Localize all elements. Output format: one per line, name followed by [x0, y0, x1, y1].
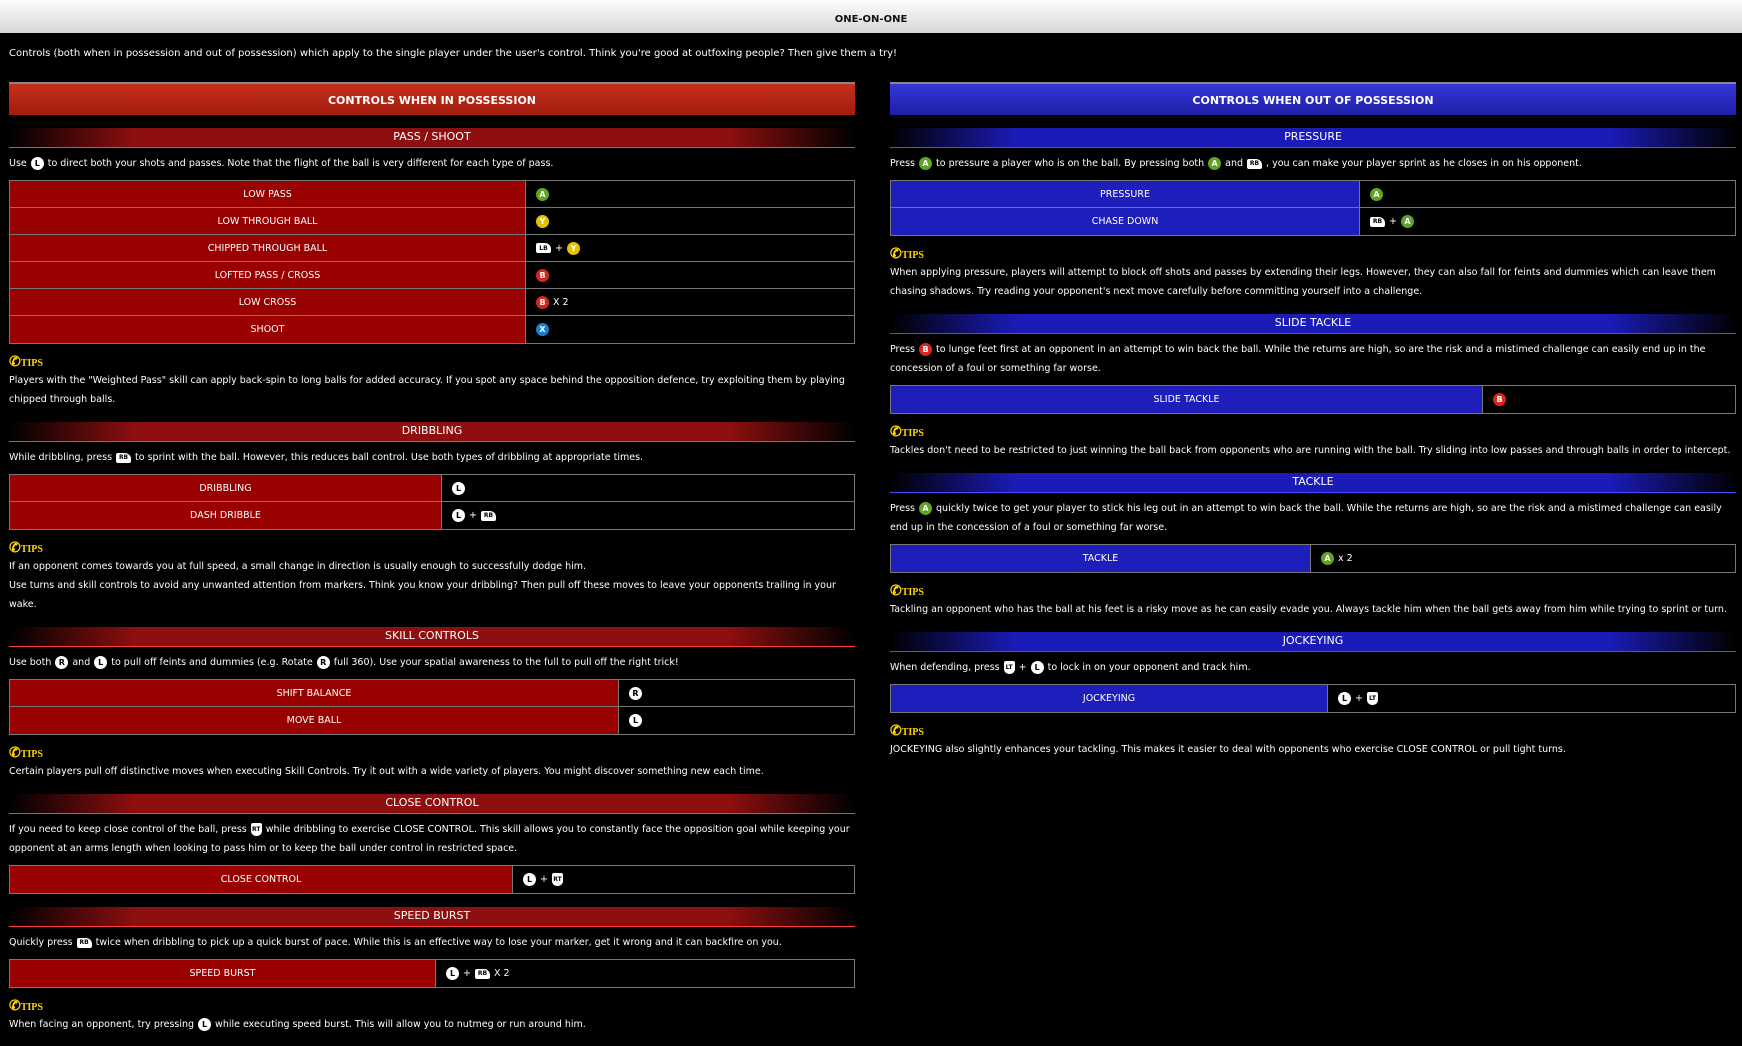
x-button-icon: X: [536, 323, 549, 336]
a-button-icon: A: [1370, 188, 1383, 201]
a-button-icon: A: [919, 157, 932, 170]
desc-text: While dribbling, press: [9, 452, 113, 463]
tips-text: Tackling an opponent who has the ball at his feet is a risky move as he can easily evade you. Always tackle him when the ball gets away from him while trying to sprint or turn.: [890, 604, 1727, 615]
section-tackle-header: TACKLE: [890, 473, 1736, 493]
y-button-icon: Y: [567, 242, 580, 255]
plus-sign: +: [555, 242, 563, 254]
tips-label: [9, 998, 855, 1015]
tips-text-part: while executing speed burst. This will allow you to nutmeg or run around him.: [215, 1019, 586, 1030]
skill-controls-desc: [9, 653, 855, 672]
section-close-control-header: CLOSE CONTROL: [9, 794, 855, 814]
rb-button-icon: RB: [481, 511, 496, 521]
tips-label: [9, 354, 855, 371]
tips-text: JOCKEYING also slightly enhances your tackling. This makes it easier to deal with opponents who exercise CLOSE CONTROL or pull tight turns.: [890, 744, 1566, 755]
plus-sign: +: [469, 510, 477, 521]
control-name: JOCKEYING: [891, 685, 1327, 712]
desc-text: Use: [9, 158, 27, 169]
a-button-icon: A: [1208, 157, 1221, 170]
section-slide-tackle-header: SLIDE TACKLE: [890, 314, 1736, 334]
repeat-count: X 2: [553, 296, 569, 308]
control-buttons: [525, 289, 854, 315]
table-row: [891, 545, 1735, 572]
b-button-icon: B: [919, 343, 932, 356]
tips-icon: ✆: [890, 425, 902, 440]
jockeying-desc: [890, 658, 1736, 677]
rt-trigger-icon: RT: [251, 823, 262, 836]
dribbling-desc: [9, 448, 855, 467]
tips-label-text: TIPS: [901, 250, 924, 261]
control-buttons: [1327, 685, 1735, 712]
control-buttons: [435, 960, 854, 987]
control-name: SHOOT: [10, 316, 525, 343]
slide-tackle-table: [890, 385, 1736, 414]
right-stick-icon: R: [55, 656, 68, 669]
control-buttons: [1482, 386, 1735, 413]
control-buttons: [525, 235, 854, 261]
control-name: MOVE BALL: [10, 707, 618, 734]
intro-text: Controls (both when in possession and out of possession) which apply to the single player under the user's control. Think you're good at outfoxing people? Then give them a try!: [9, 48, 898, 59]
control-buttons: [525, 316, 854, 343]
tips-icon: ✆: [890, 584, 902, 599]
control-buttons: [618, 680, 854, 706]
left-stick-icon: L: [198, 1018, 211, 1031]
a-button-icon: A: [1321, 552, 1334, 565]
table-row: [10, 235, 854, 262]
desc-text: twice when dribbling to pick up a quick burst of pace. While this is an effective way to lose your marker, get it wrong and it can backfire on you.: [95, 937, 782, 948]
table-row: [891, 181, 1735, 208]
control-name: DASH DRIBBLE: [10, 502, 441, 529]
page-title: ONE-ON-ONE: [834, 14, 908, 25]
tips-icon: ✆: [9, 746, 21, 761]
rb-button-icon: RB: [116, 453, 131, 463]
a-button-icon: A: [919, 502, 932, 515]
control-name: LOW PASS: [10, 181, 525, 207]
tips-text: Certain players pull off distinctive moves when executing Skill Controls. Try it out with a wide variety of players. You might discover something new each time.: [9, 766, 764, 777]
desc-text: Use both: [9, 657, 52, 668]
control-buttons: [1359, 208, 1735, 235]
desc-text: Press: [890, 344, 916, 355]
desc-text: and: [1225, 158, 1244, 169]
control-buttons: [618, 707, 854, 734]
desc-text: Press: [890, 158, 916, 169]
tips-label: [9, 540, 855, 557]
lb-button-icon: LB: [536, 243, 551, 253]
tips-label: [9, 745, 855, 762]
table-row: [891, 208, 1735, 235]
control-name: CHIPPED THROUGH BALL: [10, 235, 525, 261]
control-name: SHIFT BALANCE: [10, 680, 618, 706]
control-name: TACKLE: [891, 545, 1310, 572]
table-row: [10, 866, 854, 893]
left-stick-icon: L: [629, 714, 642, 727]
plus-sign: +: [1018, 662, 1027, 673]
lt-trigger-icon: LT: [1004, 661, 1015, 674]
right-stick-icon: R: [629, 687, 642, 700]
slide-tackle-desc: [890, 340, 1736, 378]
table-row: [10, 680, 854, 707]
out-of-possession-header: CONTROLS WHEN OUT OF POSSESSION: [890, 82, 1736, 115]
tackle-table: [890, 544, 1736, 573]
desc-text: to sprint with the ball. However, this reduces ball control. Use both types of dribbling at appropriate times.: [135, 452, 644, 463]
control-buttons: [1310, 545, 1735, 572]
tips-text: When applying pressure, players will attempt to block off shots and passes by extending their legs. However, they can also fall for feints and dummies which can leave them chasing shadows. Try reading your opponent's next move carefully before committing yourself into a challenge.: [890, 267, 1716, 297]
tips-label-text: TIPS: [901, 587, 924, 598]
desc-text: to pressure a player who is on the ball. By pressing both: [936, 158, 1205, 169]
table-row: [10, 707, 854, 734]
left-stick-icon: L: [452, 482, 465, 495]
pass-shoot-table: [9, 180, 855, 344]
table-row: [10, 960, 854, 987]
right-stick-icon: R: [317, 656, 330, 669]
tips-text: If an opponent comes towards you at full speed, a small change in direction is usually enough to successfully dodge him.: [9, 561, 587, 572]
b-button-icon: B: [536, 269, 549, 282]
control-buttons: [525, 181, 854, 207]
desc-text: Quickly press: [9, 937, 73, 948]
a-button-icon: A: [536, 188, 549, 201]
lt-trigger-icon: LT: [1367, 692, 1378, 705]
tackle-desc: [890, 499, 1736, 537]
table-row: [891, 386, 1735, 413]
plus-sign: +: [1389, 216, 1397, 227]
dribbling-table: [9, 474, 855, 530]
section-dribbling-header: DRIBBLING: [9, 422, 855, 442]
control-buttons: [525, 262, 854, 288]
tips-icon: ✆: [9, 999, 21, 1014]
section-pass-shoot-header: PASS / SHOOT: [9, 128, 855, 148]
pressure-table: [890, 180, 1736, 236]
tips-icon: ✆: [9, 541, 21, 556]
tips-label-text: TIPS: [901, 428, 924, 439]
desc-text: to pull off feints and dummies (e.g. Rotate: [111, 657, 313, 668]
desc-text: If you need to keep close control of the ball, press: [9, 824, 247, 835]
table-row: [10, 262, 854, 289]
in-possession-column: [9, 82, 855, 1034]
b-button-icon: B: [536, 296, 549, 309]
control-name: SPEED BURST: [10, 960, 435, 987]
table-row: [10, 475, 854, 502]
tips-icon: ✆: [890, 724, 902, 739]
left-stick-icon: L: [94, 656, 107, 669]
page-title-bar: [0, 0, 1742, 33]
table-row: [10, 502, 854, 529]
control-buttons: [525, 208, 854, 234]
desc-text: full 360). Use your spatial awareness to the full to pull off the right trick!: [333, 657, 679, 668]
section-speed-burst-header: SPEED BURST: [9, 907, 855, 927]
a-button-icon: A: [1401, 215, 1414, 228]
plus-sign: +: [540, 874, 548, 885]
rb-button-icon: RB: [1247, 159, 1262, 169]
control-name: DRIBBLING: [10, 475, 441, 501]
tips-label-text: TIPS: [20, 358, 43, 369]
tips-label: [890, 723, 1736, 740]
y-button-icon: Y: [536, 215, 549, 228]
tips-text: [9, 1015, 855, 1034]
tips-label: [890, 424, 1736, 441]
out-of-possession-column: [890, 82, 1736, 759]
rt-trigger-icon: RT: [552, 873, 563, 886]
close-control-table: [9, 865, 855, 894]
table-row: [10, 316, 854, 343]
left-stick-icon: L: [1031, 661, 1044, 674]
table-row: [891, 685, 1735, 712]
close-control-desc: [9, 820, 855, 858]
tips-label-text: TIPS: [20, 1002, 43, 1013]
control-buttons: [441, 502, 854, 529]
control-name: LOW CROSS: [10, 289, 525, 315]
speed-burst-table: [9, 959, 855, 988]
control-name: PRESSURE: [891, 181, 1359, 207]
tips-text: Tackles don't need to be restricted to just winning the ball back from opponents who are running with the ball. Try sliding into low passes and through balls in order to intercept.: [890, 445, 1731, 456]
in-possession-header: CONTROLS WHEN IN POSSESSION: [9, 82, 855, 115]
tips-text: Use turns and skill controls to avoid any unwanted attention from markers. Think you know your dribbling? Then pull off these moves to leave your opponents trailing in your wake.: [9, 580, 836, 610]
tips-icon: ✆: [9, 355, 21, 370]
pressure-desc: [890, 154, 1736, 173]
table-row: [10, 181, 854, 208]
tips-label: [890, 246, 1736, 263]
desc-text: Press: [890, 503, 916, 514]
table-row: [10, 289, 854, 316]
control-buttons: [512, 866, 854, 893]
tips-label-text: TIPS: [901, 727, 924, 738]
pass-shoot-desc: [9, 154, 855, 173]
repeat-count: x 2: [1338, 553, 1353, 564]
control-buttons: [1359, 181, 1735, 207]
b-button-icon: B: [1493, 393, 1506, 406]
section-pressure-header: PRESSURE: [890, 128, 1736, 148]
desc-text: , you can make your player sprint as he closes in on his opponent.: [1266, 158, 1582, 169]
left-stick-icon: L: [1338, 692, 1351, 705]
tips-icon: ✆: [890, 247, 902, 262]
left-stick-icon: L: [446, 967, 459, 980]
speed-burst-desc: [9, 933, 855, 952]
repeat-count: X 2: [493, 968, 510, 979]
section-skill-controls-header: SKILL CONTROLS: [9, 627, 855, 647]
rb-button-icon: RB: [1370, 217, 1385, 227]
section-jockeying-header: JOCKEYING: [890, 632, 1736, 652]
desc-text: and: [72, 657, 91, 668]
control-name: LOFTED PASS / CROSS: [10, 262, 525, 288]
rb-button-icon: RB: [77, 938, 92, 948]
tips-label: [890, 583, 1736, 600]
plus-sign: +: [463, 968, 471, 979]
control-name: CHASE DOWN: [891, 208, 1359, 235]
desc-text: When defending, press: [890, 662, 1000, 673]
desc-text: to direct both your shots and passes. Note that the flight of the ball is very different for each type of pass.: [47, 158, 554, 169]
control-name: LOW THROUGH BALL: [10, 208, 525, 234]
control-name: SLIDE TACKLE: [891, 386, 1482, 413]
left-stick-icon: L: [523, 873, 536, 886]
tips-text-part: When facing an opponent, try pressing: [9, 1019, 195, 1030]
control-name: CLOSE CONTROL: [10, 866, 512, 893]
plus-sign: +: [1355, 693, 1363, 704]
tips-text: Players with the "Weighted Pass" skill can apply back-spin to long balls for added accuracy. If you spot any space behind the opposition defence, try exploiting them by playing chipped through balls.: [9, 375, 845, 405]
left-stick-icon: L: [452, 509, 465, 522]
skill-controls-table: [9, 679, 855, 735]
desc-text: to lock in on your opponent and track him.: [1047, 662, 1251, 673]
tips-label-text: TIPS: [20, 749, 43, 760]
jockeying-table: [890, 684, 1736, 713]
table-row: [10, 208, 854, 235]
desc-text: while dribbling to exercise CLOSE CONTROL. This skill allows you to constantly face the opposition goal while keeping your opponent at an arms length when looking to pass him or to keep the ball under control in restricted space.: [9, 824, 850, 854]
tips-label-text: TIPS: [20, 544, 43, 555]
desc-text: to lunge feet first at an opponent in an attempt to win back the ball. While the returns are high, so are the risk and a mistimed challenge can easily end up in the concession of a foul or something far worse.: [890, 344, 1706, 374]
rb-button-icon: RB: [475, 969, 490, 979]
left-stick-icon: L: [31, 157, 44, 170]
control-buttons: [441, 475, 854, 501]
desc-text: quickly twice to get your player to stick his leg out in an attempt to win back the ball. While the returns are high, so are the risk and a mistimed challenge can easily end up in the concession of a foul or something far worse.: [890, 503, 1722, 533]
